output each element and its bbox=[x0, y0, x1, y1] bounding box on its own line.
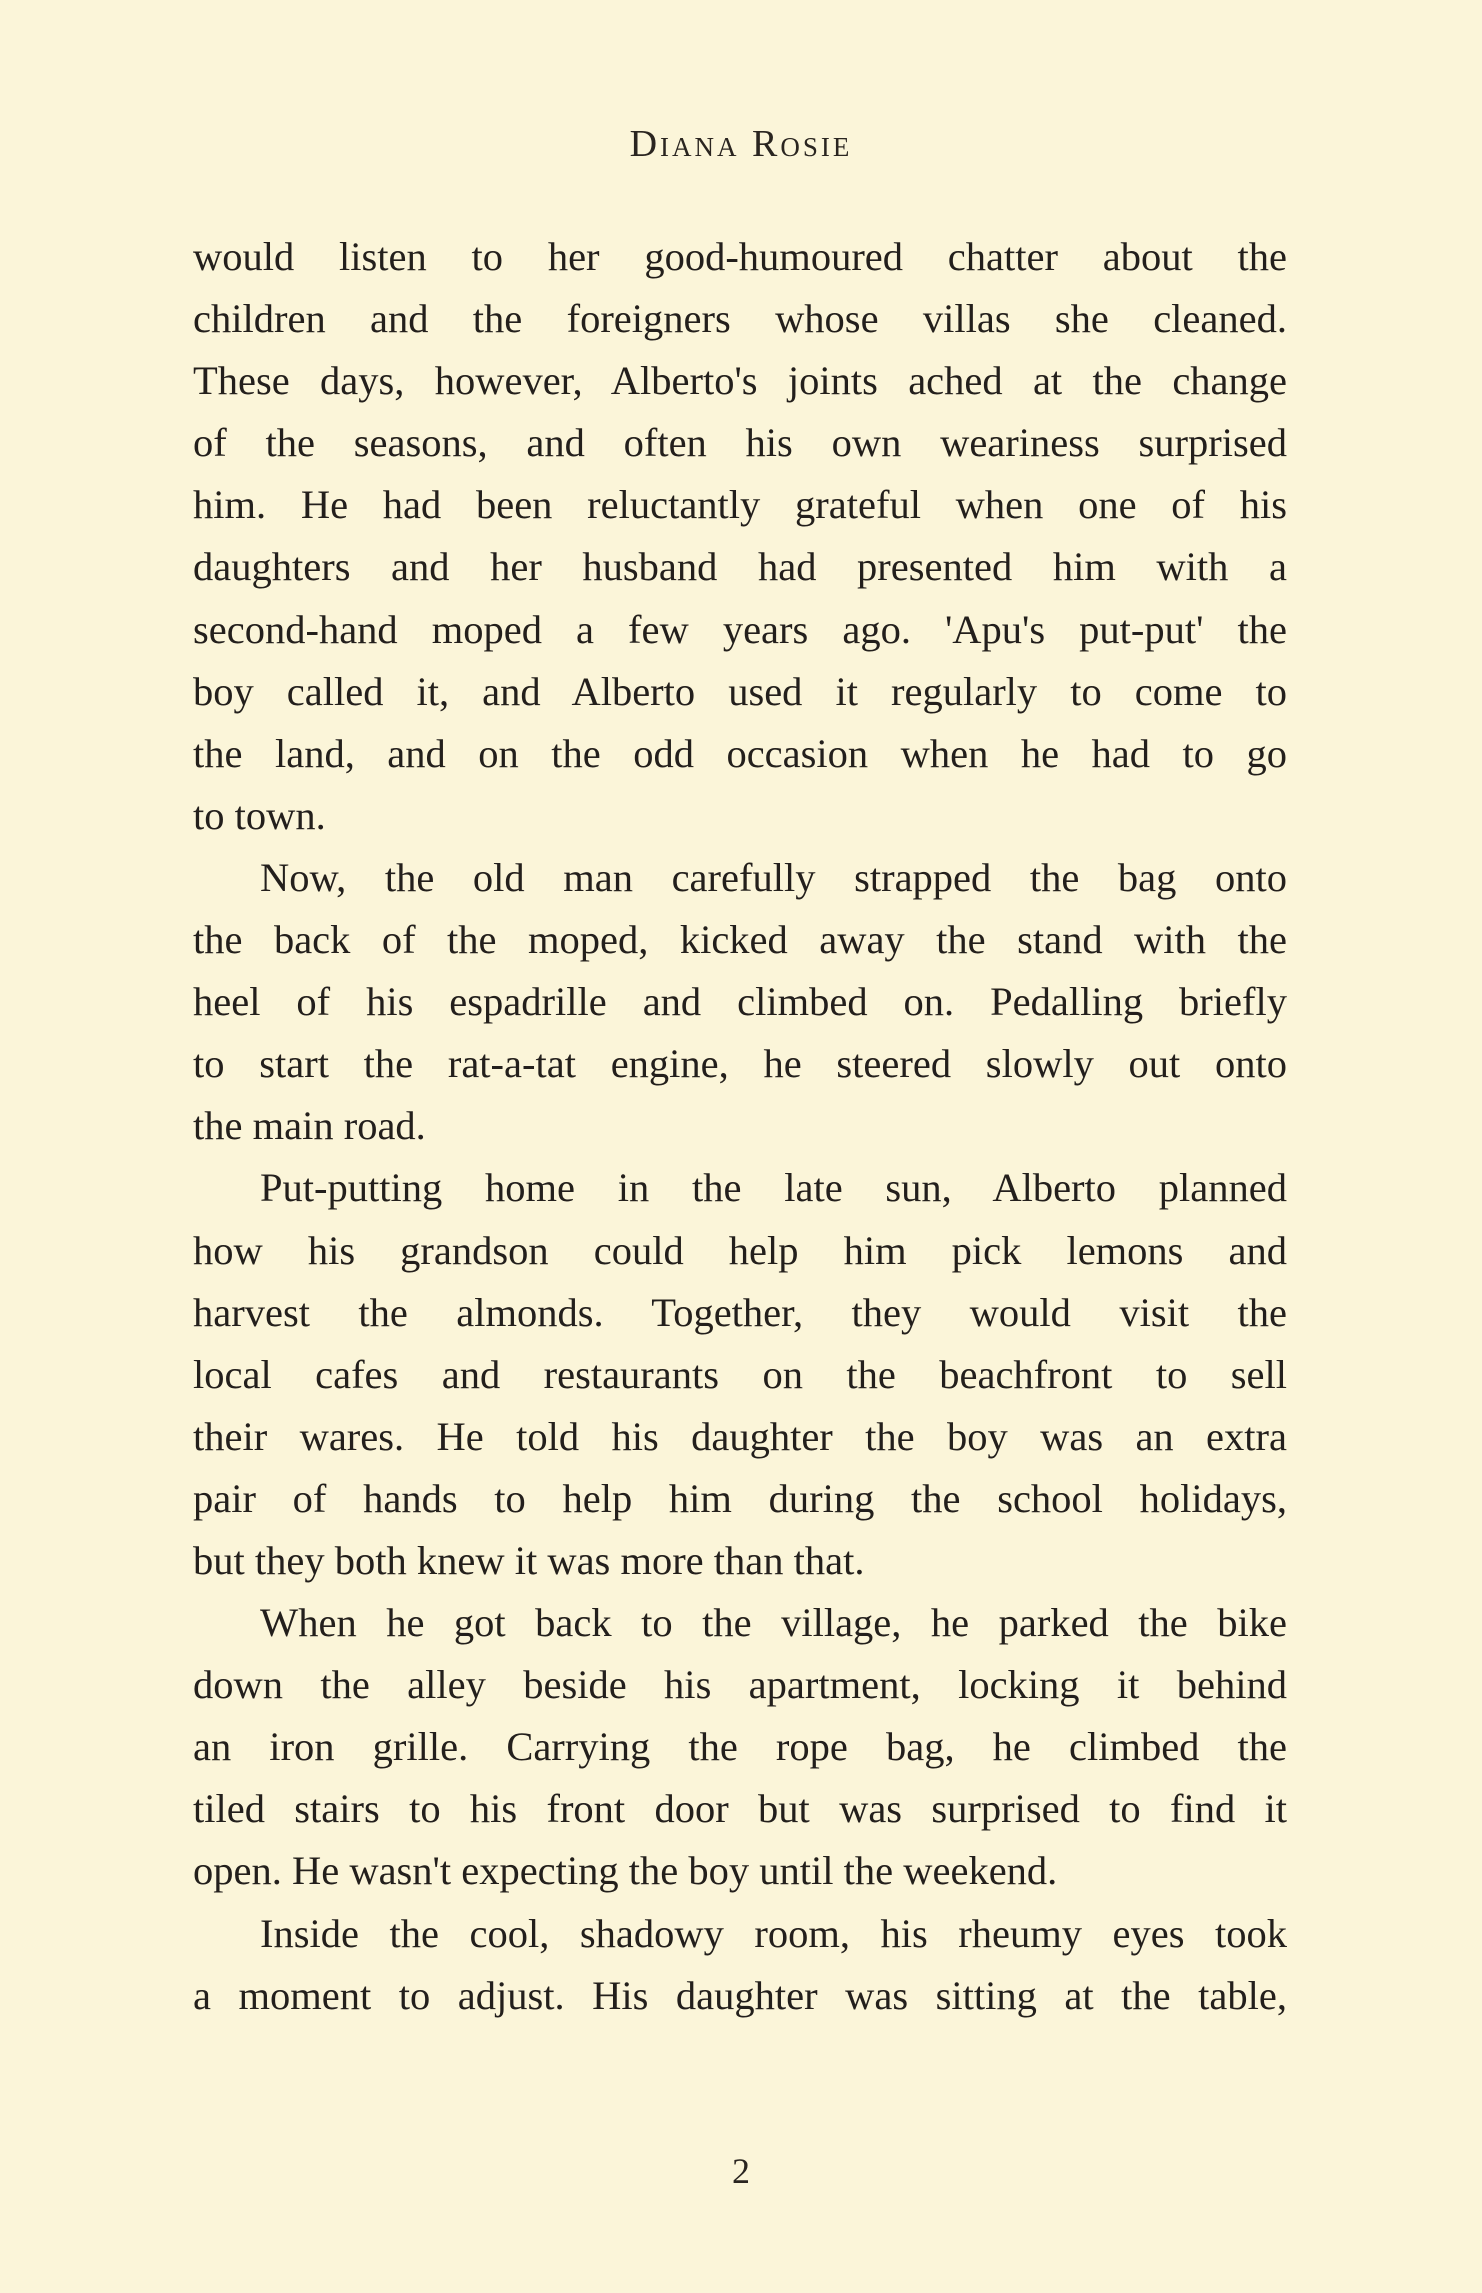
text-line: Now, the old man carefully strapped the bag onto bbox=[260, 854, 1287, 900]
text-line: to start the rat-a-tat engine, he steered slowly out onto bbox=[193, 1041, 1287, 1087]
text-line: the land, and on the odd occasion when he had to go bbox=[193, 730, 1287, 776]
text-line: open. He wasn't expecting the boy until the weekend. bbox=[193, 1848, 1058, 1894]
text-line: a moment to adjust. His daughter was sitting at the table, bbox=[193, 1972, 1287, 2018]
text-line: children and the foreigners whose villas she cleaned. bbox=[193, 296, 1287, 342]
text-line: heel of his espadrille and climbed on. Pedalling briefly bbox=[193, 979, 1287, 1025]
text-line: tiled stairs to his front door but was surprised to find it bbox=[193, 1786, 1287, 1832]
text-line: would listen to her good-humoured chatter about the bbox=[193, 234, 1287, 279]
paragraph bbox=[193, 1592, 1287, 1902]
text-line: of the seasons, and often his own weariness surprised bbox=[193, 420, 1287, 466]
running-head: Diana Rosie bbox=[629, 123, 853, 165]
text-line: the back of the moped, kicked away the stand with the bbox=[193, 917, 1287, 963]
text-line: daughters and her husband had presented him with a bbox=[193, 544, 1287, 590]
text-line: their wares. He told his daughter the boy was an extra bbox=[193, 1413, 1287, 1459]
text-line: These days, however, Alberto's joints ached at the change bbox=[193, 358, 1287, 404]
paragraph bbox=[193, 226, 1287, 847]
text-line: an iron grille. Carrying the rope bag, he climbed the bbox=[193, 1724, 1287, 1770]
text-line: him. He had been reluctantly grateful when one of his bbox=[193, 482, 1287, 528]
text-line: boy called it, and Alberto used it regularly to come to bbox=[193, 668, 1287, 714]
text-line: down the alley beside his apartment, locking it behind bbox=[193, 1662, 1287, 1708]
text-line: When he got back to the village, he parked the bike bbox=[260, 1600, 1287, 1646]
paragraph bbox=[193, 1903, 1287, 2027]
text-line: Inside the cool, shadowy room, his rheumy eyes took bbox=[260, 1910, 1287, 1956]
text-line: to town. bbox=[193, 792, 326, 838]
paragraph bbox=[193, 847, 1287, 1157]
text-line: harvest the almonds. Together, they would visit the bbox=[193, 1289, 1287, 1335]
text-line: local cafes and restaurants on the beachfront to sell bbox=[193, 1351, 1287, 1397]
text-line: pair of hands to help him during the school holidays, bbox=[193, 1475, 1287, 1521]
paragraph bbox=[193, 1157, 1287, 1592]
text-line: the main road. bbox=[193, 1103, 426, 1149]
text-line: how his grandson could help him pick lemons and bbox=[193, 1227, 1287, 1273]
text-line: Put-putting home in the late sun, Alberto planned bbox=[260, 1165, 1287, 1211]
body-text bbox=[193, 226, 1287, 2027]
page-number: 2 bbox=[732, 2151, 750, 2191]
text-line: second-hand moped a few years ago. 'Apu's put-put' the bbox=[193, 606, 1287, 652]
text-line: but they both knew it was more than that. bbox=[193, 1537, 865, 1583]
